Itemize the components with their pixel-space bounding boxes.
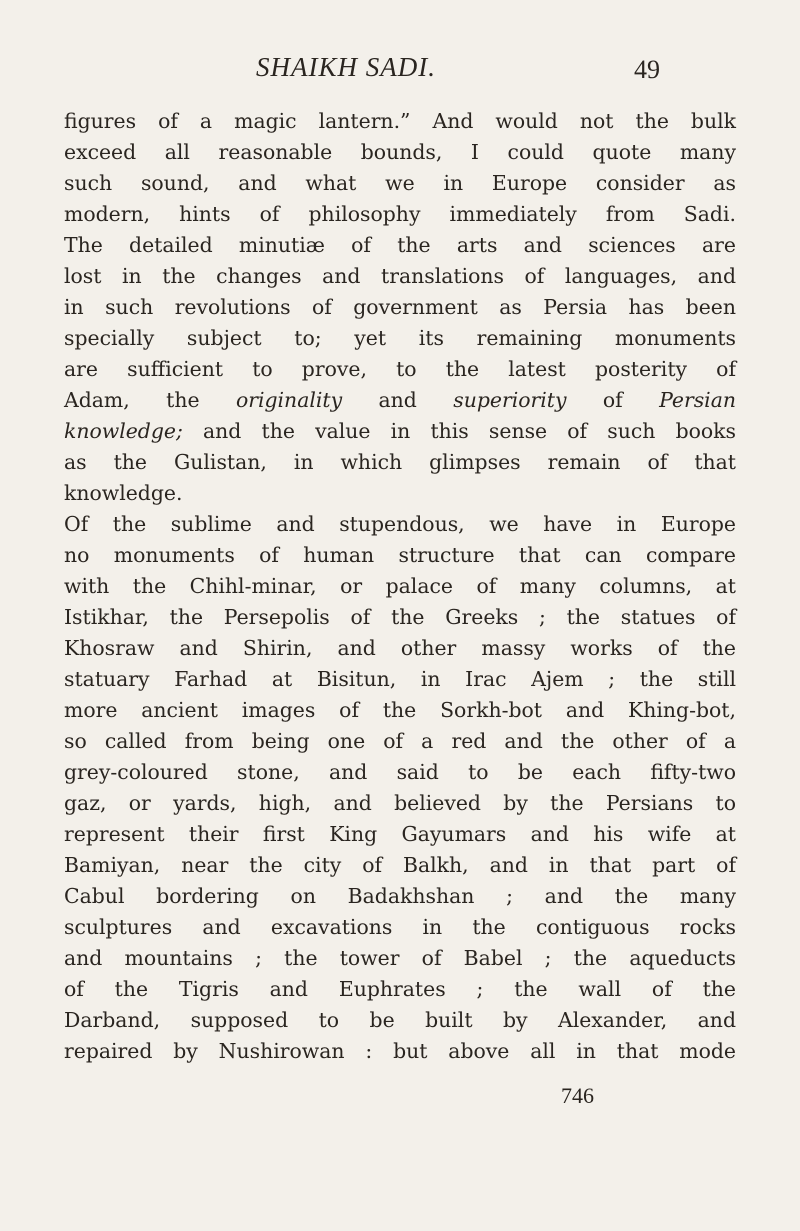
text-line: represent their first King Gayumars and his wife at	[64, 822, 736, 846]
running-title: SHAIKH SADI.	[256, 52, 436, 82]
text-line: in such revolutions of government as Persia has been	[64, 295, 736, 319]
body-text	[64, 106, 736, 1067]
text-line: Darband, supposed to be built by Alexander, and	[64, 1008, 736, 1032]
text-line: more ancient images of the Sorkh-bot and Khing-bot,	[64, 698, 736, 722]
text-line: are sufficient to prove, to the latest posterity of	[64, 357, 736, 381]
text-line: Adam, the originality and superiority of Persian	[64, 388, 736, 412]
text-line: Cabul bordering on Badakhshan ; and the many	[64, 884, 736, 908]
text-line: lost in the changes and translations of languages, and	[64, 264, 736, 288]
text-line: gaz, or yards, high, and believed by the Persians to	[64, 791, 736, 815]
text-line: with the Chihl-minar, or palace of many columns, at	[64, 574, 736, 598]
text-line: such sound, and what we in Europe consider as	[64, 171, 736, 195]
text-line: and mountains ; the tower of Babel ; the aqueducts	[64, 946, 736, 970]
text-line: Bamiyan, near the city of Balkh, and in that part of	[64, 853, 736, 877]
text-line: knowledge.	[64, 481, 183, 505]
text-line: repaired by Nushirowan : but above all in that mode	[64, 1039, 736, 1063]
text-line: specially subject to; yet its remaining monuments	[64, 326, 736, 350]
text-line: knowledge; and the value in this sense of such books	[64, 419, 736, 443]
text-line: of the Tigris and Euphrates ; the wall of the	[64, 977, 736, 1001]
signature-mark: 746	[561, 1083, 594, 1108]
text-line: no monuments of human structure that can compare	[64, 543, 736, 567]
text-line: Istikhar, the Persepolis of the Greeks ; the statues of	[64, 605, 736, 629]
page-number: 49	[634, 55, 660, 84]
text-line: sculptures and excavations in the contiguous rocks	[64, 915, 736, 939]
text-line: so called from being one of a red and the other of a	[64, 729, 736, 753]
text-line: grey-coloured stone, and said to be each fifty-two	[64, 760, 736, 784]
text-line: Khosraw and Shirin, and other massy works of the	[64, 636, 736, 660]
text-line: exceed all reasonable bounds, I could quote many	[64, 140, 736, 164]
text-line: modern, hints of philosophy immediately from Sadi.	[64, 202, 736, 226]
text-line: figures of a magic lantern.” And would not the bulk	[64, 109, 736, 133]
text-line: as the Gulistan, in which glimpses remain of that	[64, 450, 736, 474]
text-line: statuary Farhad at Bisitun, in Irac Ajem ; the still	[64, 667, 736, 691]
text-line: Of the sublime and stupendous, we have in Europe	[64, 512, 736, 536]
text-line: The detailed minutiæ of the arts and sciences are	[64, 233, 736, 257]
